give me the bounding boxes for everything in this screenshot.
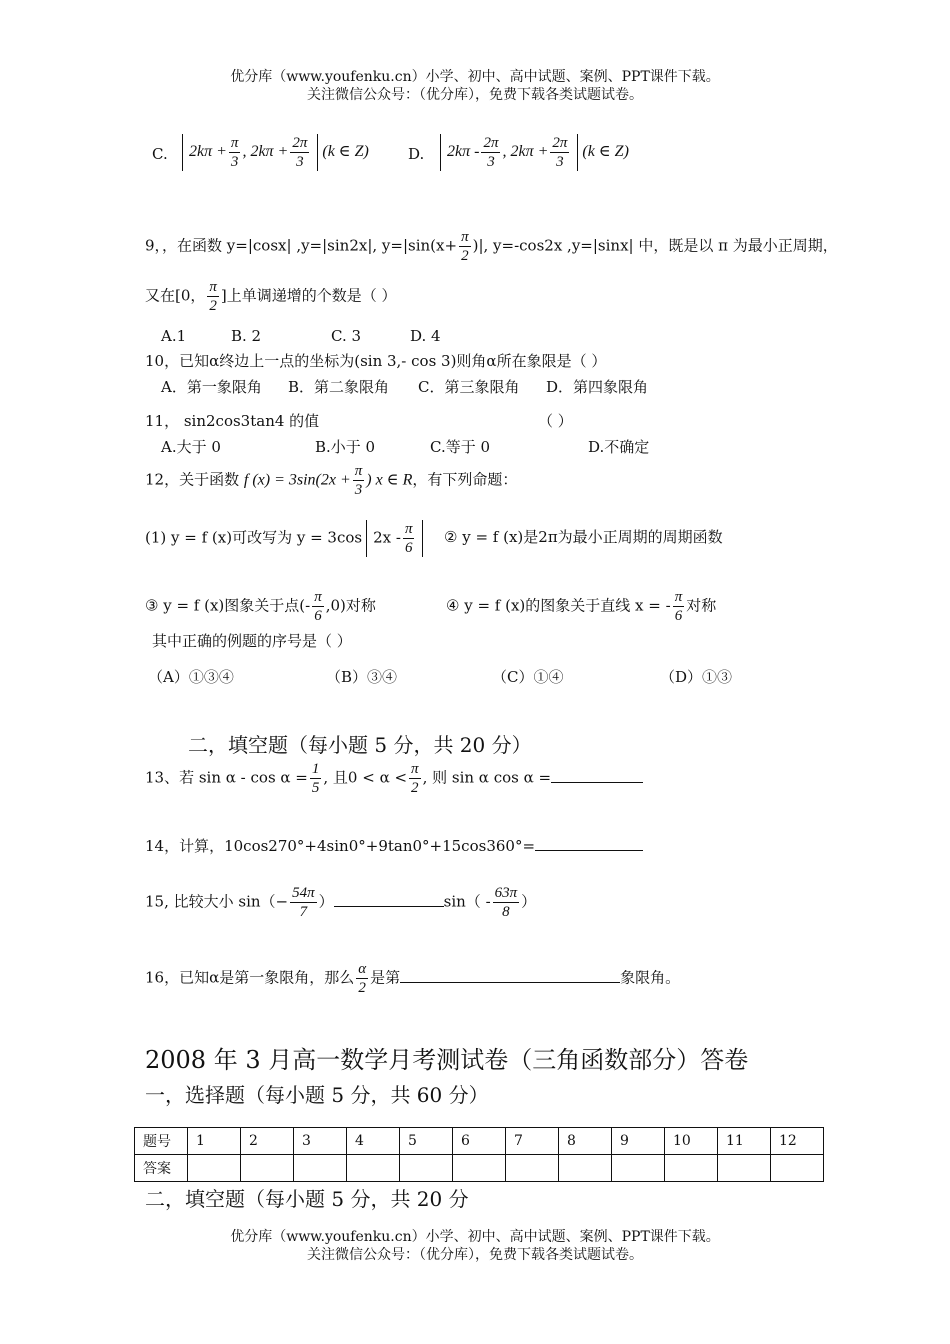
table-cell: 7 bbox=[506, 1128, 559, 1155]
q12-stem: 12，关于函数 f (x) = 3sin(2x + $\frac{\pi}{3}$ ) x ∈ R，有下列命题： bbox=[145, 463, 518, 498]
q9-option-b: B. 2 bbox=[231, 327, 262, 345]
answer-cell[interactable] bbox=[665, 1155, 718, 1182]
table-cell: 12 bbox=[771, 1128, 824, 1155]
q12-prop-3: ③ y = f (x)图象关于点(- $\frac{\pi}{6}$ ,0)对称 bbox=[145, 589, 376, 624]
q8-option-c: 2kπ + $\frac{\pi}{3}$ , 2kπ + $\frac{2\pi}{3}$ (k ∈ Z) bbox=[182, 134, 369, 171]
q12-prop-2: ② y = f (x)是2π为最小正周期的周期函数 bbox=[444, 528, 723, 546]
table-cell: 5 bbox=[400, 1128, 453, 1155]
answer-cell[interactable] bbox=[453, 1155, 506, 1182]
answer-sheet-section-2: 二，填空题（每小题 5 分，共 20 分 bbox=[145, 1187, 469, 1211]
answer-cell[interactable] bbox=[294, 1155, 347, 1182]
answer-cell[interactable] bbox=[559, 1155, 612, 1182]
q12-option-d: （D）①③ bbox=[660, 668, 733, 686]
answer-cell[interactable] bbox=[347, 1155, 400, 1182]
q11-option-c: C.等于 0 bbox=[430, 438, 491, 456]
answer-cell[interactable] bbox=[771, 1155, 824, 1182]
q12-option-c: （C）①④ bbox=[492, 668, 564, 686]
table-cell: 4 bbox=[347, 1128, 400, 1155]
table-row-label: 答案 bbox=[135, 1155, 188, 1182]
q10-option-d: D．第四象限角 bbox=[546, 378, 649, 396]
q11-option-a: A.大于 0 bbox=[161, 438, 221, 456]
q12-option-a: （A）①③④ bbox=[148, 668, 234, 686]
q13: 13、若 sin α - cos α = $\frac{1}{5}$ , 且0 < α < $\frac{\pi}{2}$ , 则 sin α cos α = bbox=[145, 760, 643, 797]
answer-cell[interactable] bbox=[188, 1155, 241, 1182]
q9-option-d: D. 4 bbox=[410, 327, 441, 345]
table-cell: 6 bbox=[453, 1128, 506, 1155]
answer-table bbox=[134, 1127, 824, 1182]
q11-option-d: D.不确定 bbox=[588, 438, 650, 456]
q15: 15, 比较大小 sin（− $\frac{54\pi}{7}$ ） sin（ - $\frac{63\pi}{8}$ ） bbox=[145, 885, 537, 920]
q9-option-a: A.1 bbox=[161, 327, 187, 345]
table-row-label: 题号 bbox=[135, 1128, 188, 1155]
table-cell: 9 bbox=[612, 1128, 665, 1155]
answer-cell[interactable] bbox=[718, 1155, 771, 1182]
table-row bbox=[135, 1128, 824, 1155]
table-cell: 3 bbox=[294, 1128, 347, 1155]
answer-cell[interactable] bbox=[241, 1155, 294, 1182]
q11-option-b: B.小于 0 bbox=[315, 438, 376, 456]
q9-line-2: 又在[0， $\frac{\pi}{2}$ ]上单调递增的个数是（ ） bbox=[145, 279, 397, 314]
q12-ask: 其中正确的例题的序号是（ ） bbox=[152, 632, 352, 650]
answer-cell[interactable] bbox=[612, 1155, 665, 1182]
q10-option-b: B．第二象限角 bbox=[288, 378, 390, 396]
q8-option-c-label: C. bbox=[152, 145, 168, 163]
q12-prop-1: (1) y = f (x)可改写为 y = 3cos 2x - $\frac{\pi}{6}$ bbox=[145, 520, 423, 557]
section-2-title: 二，填空题（每小题 5 分，共 20 分） bbox=[188, 733, 532, 757]
q16: 16，已知α是第一象限角，那么 $\frac{\alpha}{2}$ 是第 象限角。 bbox=[145, 961, 681, 996]
answer-sheet-section-1: 一，选择题（每小题 5 分，共 60 分） bbox=[145, 1083, 489, 1107]
q14: 14，计算，10cos270°+4sin0°+9tan0°+15cos360°= bbox=[145, 835, 643, 856]
q11-paren: （ ） bbox=[538, 412, 573, 430]
table-cell: 1 bbox=[188, 1128, 241, 1155]
q10-option-a: A．第一象限角 bbox=[161, 378, 262, 396]
q10-option-c: C．第三象限角 bbox=[418, 378, 520, 396]
q12-option-b: （B）③④ bbox=[326, 668, 398, 686]
answer-cell[interactable] bbox=[506, 1155, 559, 1182]
q10-text: 10，已知α终边上一点的坐标为(sin 3,- cos 3)则角α所在象限是（ ） bbox=[145, 352, 607, 370]
answer-cell[interactable] bbox=[400, 1155, 453, 1182]
q9-line-1: 9，，在函数 y=|cosx| ,y=|sin2x|, y=|sin(x+ $\frac{\pi}{2}$ )|, y=-cos2x ,y=|sinx| 中，既是以 π 为最小正周期， bbox=[145, 229, 838, 264]
answer-sheet-title: 2008 年 3 月高一数学月考测试卷（三角函数部分）答卷 bbox=[145, 1046, 749, 1074]
table-cell: 10 bbox=[665, 1128, 718, 1155]
table-cell: 2 bbox=[241, 1128, 294, 1155]
header-line-2: 关注微信公众号：（优分库），免费下载各类试题试卷。 bbox=[307, 87, 643, 103]
table-cell: 8 bbox=[559, 1128, 612, 1155]
q11-text: 11， sin2cos3tan4 的值 bbox=[145, 412, 320, 430]
q8-option-d: 2kπ - $\frac{2\pi}{3}$ , 2kπ + $\frac{2\pi}{3}$ (k ∈ Z) bbox=[440, 134, 629, 171]
q8-option-d-label: D. bbox=[408, 145, 425, 163]
footer-line-2: 关注微信公众号：（优分库），免费下载各类试题试卷。 bbox=[307, 1247, 643, 1263]
q12-prop-4: ④ y = f (x)的图象关于直线 x = - $\frac{\pi}{6}$ 对称 bbox=[446, 589, 717, 624]
q9-option-c: C. 3 bbox=[331, 327, 362, 345]
footer-line-1: 优分库（www.youfenku.cn）小学、初中、高中试题、案例、PPT课件下载。 bbox=[230, 1229, 720, 1245]
header-line-1: 优分库（www.youfenku.cn）小学、初中、高中试题、案例、PPT课件下载。 bbox=[230, 69, 720, 85]
table-row bbox=[135, 1155, 824, 1182]
table-cell: 11 bbox=[718, 1128, 771, 1155]
